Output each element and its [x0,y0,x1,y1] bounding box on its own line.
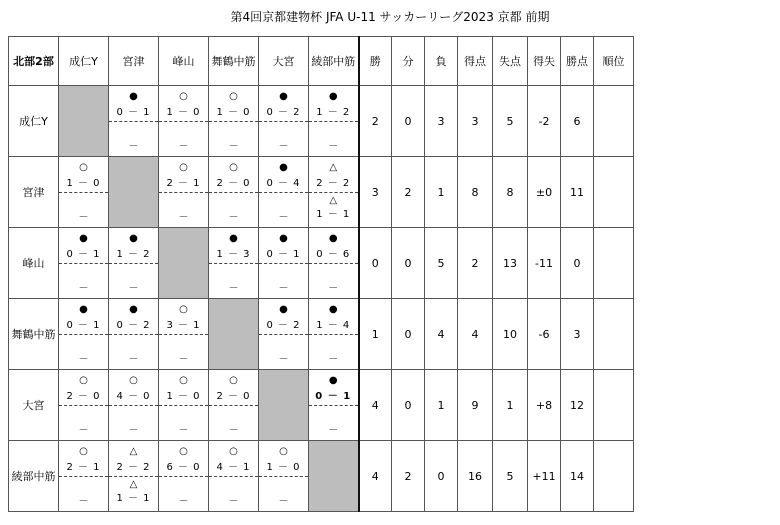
stat-goals-against: 5 [493,441,528,512]
match-score: 1 － 2 [316,107,351,118]
blank-mark: － [128,141,139,152]
result-mark: ○ [129,375,138,386]
match-score: 2 － 1 [66,462,101,473]
dotted-divider [159,334,208,335]
stat-draws: 0 [392,299,425,370]
match-cell [309,370,359,441]
dotted-divider [59,405,108,406]
stat-goals-against: 8 [493,157,528,228]
self-match-cell [159,228,209,299]
match-cell [159,441,209,512]
dotted-divider [309,334,358,335]
match-score: 2 － 1 [166,178,201,189]
stat-rank [594,157,634,228]
pk-score: 1 － 1 [316,209,351,220]
pk-result-mark: △ [129,479,138,490]
self-match-cell [259,370,309,441]
col-goal-diff: 得失 [528,37,561,86]
stat-goals-for: 4 [458,299,493,370]
table-row [9,299,634,370]
result-mark: ○ [279,446,288,457]
match-cell [209,157,259,228]
dotted-divider [259,334,308,335]
match-cell [109,86,159,157]
match-score: 0 － 6 [316,249,351,260]
row-team-name: 舞鶴中筋 [9,299,59,370]
col-wins: 勝 [359,37,392,86]
dotted-divider [159,405,208,406]
match-cell [59,370,109,441]
result-mark: ● [129,233,138,244]
stat-losses: 4 [425,299,458,370]
result-mark: ○ [179,91,188,102]
blank-mark: － [78,425,89,436]
col-draws: 分 [392,37,425,86]
match-cell [259,157,309,228]
result-mark: ○ [179,446,188,457]
blank-mark: － [278,354,289,365]
stat-wins: 0 [359,228,392,299]
blank-mark: － [128,425,139,436]
dotted-divider [209,263,258,264]
match-score: 0 － 1 [315,391,352,402]
match-score: 0 － 1 [66,320,101,331]
match-cell [259,299,309,370]
stat-draws: 0 [392,228,425,299]
match-score: 0 － 1 [116,107,151,118]
result-mark: ● [79,233,88,244]
blank-mark: － [78,212,89,223]
result-mark: ● [328,375,338,386]
match-cell [259,86,309,157]
match-cell [309,228,359,299]
match-score: 2 － 2 [316,178,351,189]
result-mark: ○ [229,91,238,102]
dotted-divider [109,334,158,335]
stat-rank [594,228,634,299]
dotted-divider [209,121,258,122]
row-team-name: 綾部中筋 [9,441,59,512]
result-mark: ○ [179,162,188,173]
row-team-name: 宮津 [9,157,59,228]
table-row [9,228,634,299]
match-score: 1 － 0 [166,391,201,402]
result-mark: ○ [229,446,238,457]
match-cell [109,370,159,441]
blank-mark: － [228,212,239,223]
result-mark: ○ [229,162,238,173]
page-title: 第4回京都建物杯 JFA U-11 サッカーリーグ2023 京都 前期 [230,10,550,24]
stat-goals-for: 9 [458,370,493,441]
result-mark: ○ [179,304,188,315]
result-mark: ● [328,304,338,315]
blank-mark: － [178,212,189,223]
self-match-cell [109,157,159,228]
dotted-divider [309,263,358,264]
blank-mark: － [228,496,239,507]
match-score: 1 － 0 [216,107,251,118]
result-mark: ○ [79,375,88,386]
blank-mark: － [228,141,239,152]
blank-mark: － [328,141,339,152]
col-losses: 負 [425,37,458,86]
match-score: 1 － 0 [166,107,201,118]
match-score: 0 － 2 [266,107,301,118]
dotted-divider [159,476,208,477]
result-mark: ● [328,91,338,102]
blank-mark: － [328,425,339,436]
dotted-divider [309,121,358,122]
stat-losses: 3 [425,86,458,157]
result-mark: ● [279,162,288,173]
match-cell [109,299,159,370]
header-row [9,37,634,86]
blank-mark: － [178,425,189,436]
result-mark: ○ [79,446,88,457]
blank-mark: － [278,283,289,294]
match-score: 0 － 1 [266,249,301,260]
blank-mark: － [178,354,189,365]
stat-draws: 0 [392,370,425,441]
blank-mark: － [78,354,89,365]
match-cell [309,86,359,157]
dotted-divider [259,263,308,264]
col-team-3: 峰山 [159,37,209,86]
blank-mark: － [78,496,89,507]
match-cell [109,441,159,512]
stat-goal-diff: ±0 [528,157,561,228]
match-cell [159,370,209,441]
result-mark: ● [129,304,138,315]
stat-rank [594,370,634,441]
match-score: 6 － 0 [166,462,201,473]
match-score: 0 － 1 [66,249,101,260]
result-mark: ● [79,304,88,315]
stat-goal-diff: -11 [528,228,561,299]
stat-goals-against: 5 [493,86,528,157]
stat-points: 6 [561,86,594,157]
stat-wins: 4 [359,441,392,512]
self-match-cell [309,441,359,512]
dotted-divider [59,192,108,193]
col-team-2: 宮津 [109,37,159,86]
col-rank: 順位 [594,37,634,86]
league-table [8,36,634,512]
result-mark: △ [329,162,338,173]
col-team-4: 舞鶴中筋 [209,37,259,86]
result-mark: ● [279,91,288,102]
result-mark: ● [129,91,138,102]
match-cell [159,157,209,228]
match-cell [59,157,109,228]
match-score: 0 － 2 [266,320,301,331]
stat-goals-against: 1 [493,370,528,441]
match-cell [209,86,259,157]
dotted-divider [59,263,108,264]
match-cell [309,157,359,228]
stat-draws: 2 [392,441,425,512]
match-score: 1 － 4 [316,320,351,331]
stat-goal-diff: +11 [528,441,561,512]
result-mark: ○ [79,162,88,173]
match-cell [109,228,159,299]
stat-rank [594,441,634,512]
dotted-divider [309,405,358,406]
blank-mark: － [228,425,239,436]
result-mark: ● [279,304,288,315]
dotted-divider [209,405,258,406]
dotted-divider [259,121,308,122]
dotted-divider [209,192,258,193]
dotted-divider [159,192,208,193]
table-row [9,370,634,441]
row-team-name: 峰山 [9,228,59,299]
match-score: 3 － 1 [166,320,201,331]
dotted-divider [259,476,308,477]
table-row [9,441,634,512]
dotted-divider [109,121,158,122]
stat-goals-for: 8 [458,157,493,228]
group-label: 北部2部 [9,37,59,86]
table-row [9,86,634,157]
match-score: 4 － 0 [116,391,151,402]
col-team-5: 大宮 [259,37,309,86]
match-cell [309,299,359,370]
blank-mark: － [328,354,339,365]
blank-mark: － [278,141,289,152]
stat-goals-for: 3 [458,86,493,157]
match-cell [209,441,259,512]
stat-wins: 3 [359,157,392,228]
result-mark: ○ [229,375,238,386]
stat-losses: 1 [425,157,458,228]
self-match-cell [209,299,259,370]
stat-losses: 1 [425,370,458,441]
dotted-divider [109,405,158,406]
stat-points: 14 [561,441,594,512]
stat-wins: 2 [359,86,392,157]
match-score: 2 － 0 [216,391,251,402]
match-cell [59,228,109,299]
stat-draws: 2 [392,157,425,228]
result-mark: ● [229,233,238,244]
blank-mark: － [228,283,239,294]
stat-rank [594,86,634,157]
stat-losses: 0 [425,441,458,512]
col-team-1: 成仁Y [59,37,109,86]
col-points: 勝点 [561,37,594,86]
match-score: 1 － 0 [66,178,101,189]
blank-mark: － [178,141,189,152]
stat-goal-diff: +8 [528,370,561,441]
match-score: 0 － 2 [116,320,151,331]
stat-goals-against: 13 [493,228,528,299]
col-goals-against: 失点 [493,37,528,86]
result-mark: △ [129,446,138,457]
blank-mark: － [278,212,289,223]
match-cell [209,228,259,299]
col-team-6: 綾部中筋 [309,37,359,86]
pk-result-mark: △ [329,195,338,206]
dotted-divider [159,121,208,122]
stat-wins: 4 [359,370,392,441]
match-score: 2 － 0 [66,391,101,402]
match-cell [59,441,109,512]
stat-points: 11 [561,157,594,228]
dotted-divider [259,192,308,193]
match-cell [59,299,109,370]
dotted-divider [109,263,158,264]
blank-mark: － [278,496,289,507]
pk-score: 1 － 1 [116,493,151,504]
result-mark: ● [279,233,288,244]
stat-goal-diff: -2 [528,86,561,157]
stat-points: 3 [561,299,594,370]
stat-rank [594,299,634,370]
self-match-cell [59,86,109,157]
dotted-divider [109,476,158,477]
row-team-name: 大宮 [9,370,59,441]
result-mark: ● [328,233,338,244]
result-mark: ○ [179,375,188,386]
stat-goal-diff: -6 [528,299,561,370]
stat-points: 0 [561,228,594,299]
dotted-divider [59,476,108,477]
blank-mark: － [128,283,139,294]
blank-mark: － [78,283,89,294]
blank-mark: － [178,496,189,507]
stat-goals-for: 16 [458,441,493,512]
match-cell [159,86,209,157]
match-score: 1 － 0 [266,462,301,473]
match-score: 1 － 2 [116,249,151,260]
table-row [9,157,634,228]
dotted-divider [309,192,358,193]
match-score: 2 － 0 [216,178,251,189]
col-goals-for: 得点 [458,37,493,86]
dotted-divider [59,334,108,335]
match-cell [209,370,259,441]
match-cell [259,441,309,512]
blank-mark: － [328,283,339,294]
match-cell [159,299,209,370]
blank-mark: － [128,354,139,365]
stat-draws: 0 [392,86,425,157]
match-score: 4 － 1 [216,462,251,473]
stat-losses: 5 [425,228,458,299]
stat-goals-against: 10 [493,299,528,370]
stat-points: 12 [561,370,594,441]
match-score: 1 － 3 [216,249,251,260]
match-score: 0 － 4 [266,178,301,189]
match-score: 2 － 2 [116,462,151,473]
dotted-divider [209,476,258,477]
stat-wins: 1 [359,299,392,370]
match-cell [259,228,309,299]
stat-goals-for: 2 [458,228,493,299]
row-team-name: 成仁Y [9,86,59,157]
